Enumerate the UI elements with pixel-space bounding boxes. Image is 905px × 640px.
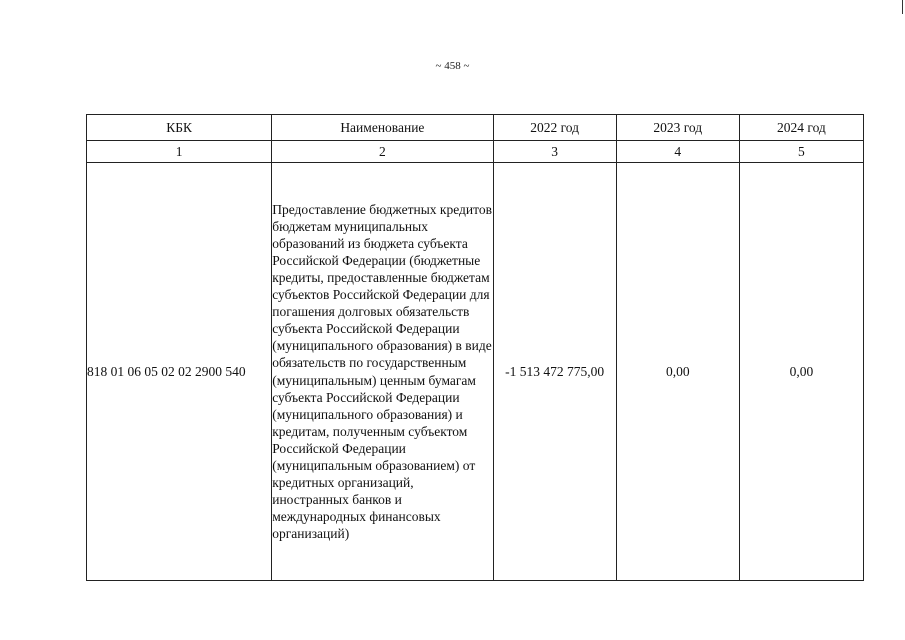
header-name: Наименование xyxy=(272,115,493,141)
amount-2024-cell: 0,00 xyxy=(739,163,863,581)
table-header-row xyxy=(87,115,864,141)
column-number-1: 1 xyxy=(87,141,272,163)
header-year-2023: 2023 год xyxy=(616,115,739,141)
table-row xyxy=(87,163,864,581)
amount-2023-cell: 0,00 xyxy=(616,163,739,581)
header-kbk: КБК xyxy=(87,115,272,141)
column-number-3: 3 xyxy=(493,141,616,163)
column-number-4: 4 xyxy=(616,141,739,163)
budget-table xyxy=(86,114,864,581)
column-number-2: 2 xyxy=(272,141,493,163)
header-year-2022: 2022 год xyxy=(493,115,616,141)
column-number-row xyxy=(87,141,864,163)
kbk-code-cell: 818 01 06 05 02 02 2900 540 xyxy=(87,163,272,581)
page-number: ~ 458 ~ xyxy=(435,60,470,72)
amount-2022-cell: -1 513 472 775,00 xyxy=(493,163,616,581)
header-year-2024: 2024 год xyxy=(739,115,863,141)
name-cell: Предоставление бюджетных кредитов бюджетам муниципальных образований из бюджета субъекта Российской Федерации (бюджетные кредиты, предоставленные бюджетам субъектов Российской Федерации для погашения долговых обязательств субъекта Российской Федерации (муниципального образования) в виде обязательств по государственным (муниципальным) ценным бумагам субъекта Российской Федерации (муниципального образования) и кредитам, полученным субъектом Российской Федерации (муниципальным образованием) от кредитных организаций, иностранных банков и международных финансовых организаций) xyxy=(272,163,493,581)
page-edge-mark xyxy=(902,0,903,14)
column-number-5: 5 xyxy=(739,141,863,163)
